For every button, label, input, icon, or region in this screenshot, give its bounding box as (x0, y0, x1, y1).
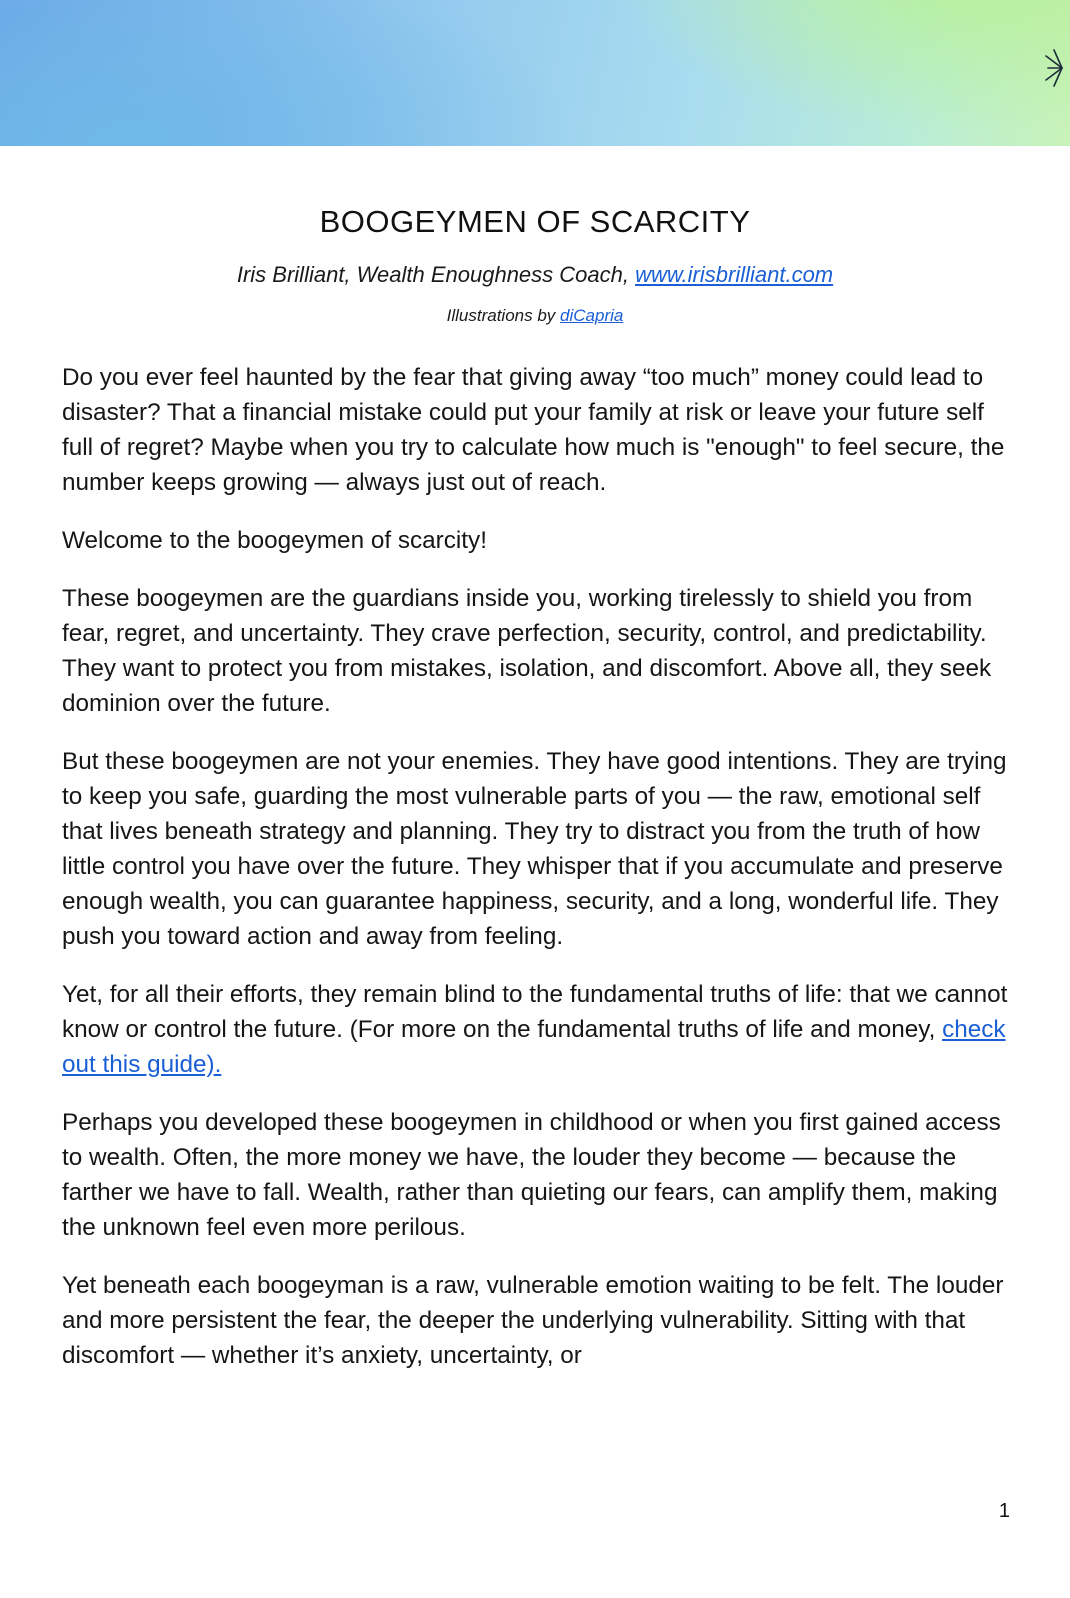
paragraph-4: But these boogeymen are not your enemies. They have good intentions. They are trying to keep you safe, guarding the most vulnerable parts of you — the raw, emotional self that lives beneath strategy and planning. They try to distract you from the truth of how little control you have over the future. They whisper that if you accumulate and preserve enough wealth, you can guarantee happiness, security, and a long, wonderful life. They push you toward action and away from feeling. (62, 748, 1007, 950)
paragraph-3: These boogeymen are the guardians inside you, working tirelessly to shield you from fear, regret, and uncertainty. They crave perfection, security, control, and predictability. They want to protect you from mistakes, isolation, and discomfort. Above all, they seek dominion over the future. (62, 585, 992, 717)
document-title: BOOGEYMEN OF SCARCITY (319, 204, 751, 239)
illustrations-label: Illustrations by (446, 306, 561, 325)
paragraph-6: Perhaps you developed these boogeymen in childhood or when you first gained access to wealth. Often, the more money we have, the louder they become — because the farther we have to fall. Wealth, rather than quieting our fears, can amplify them, making the unknown feel even more perilous. (62, 1109, 1001, 1241)
author-name: Iris Brilliant, Wealth Enoughness Coach, (236, 262, 636, 287)
paragraph-5 (62, 977, 1012, 1082)
paragraph-1: Do you ever feel haunted by the fear that giving away “too much” money could lead to disaster? That a financial mistake could put your family at risk or leave your future self full of regret? Maybe when you try to calculate how much is "enough" to feel secure, the number keeps growing — always just out of reach. (62, 364, 1005, 496)
page-number: 1 (998, 1500, 1010, 1522)
guide-link[interactable]: check out this guide). (62, 1016, 1006, 1078)
illustrations-credit (0, 306, 1070, 326)
author-byline (0, 262, 1070, 288)
author-website-link[interactable]: www.irisbrilliant.com (635, 262, 834, 287)
paragraph-2: Welcome to the boogeymen of scarcity! (62, 527, 487, 554)
illustrator-link[interactable]: diCapria (560, 306, 624, 325)
header-banner (0, 0, 1070, 146)
sparkle-icon (1042, 40, 1064, 96)
article-body (62, 360, 1012, 1396)
paragraph-5-text: Yet, for all their efforts, they remain blind to the fundamental truths of life: that we cannot know or control the future. (For more on the fundamental truths of life and money, (62, 981, 1008, 1043)
paragraph-7: Yet beneath each boogeyman is a raw, vulnerable emotion waiting to be felt. The louder and more persistent the fear, the deeper the underlying vulnerability. Sitting with that discomfort — whether it’s anxiety, uncertainty, or (62, 1272, 1004, 1369)
